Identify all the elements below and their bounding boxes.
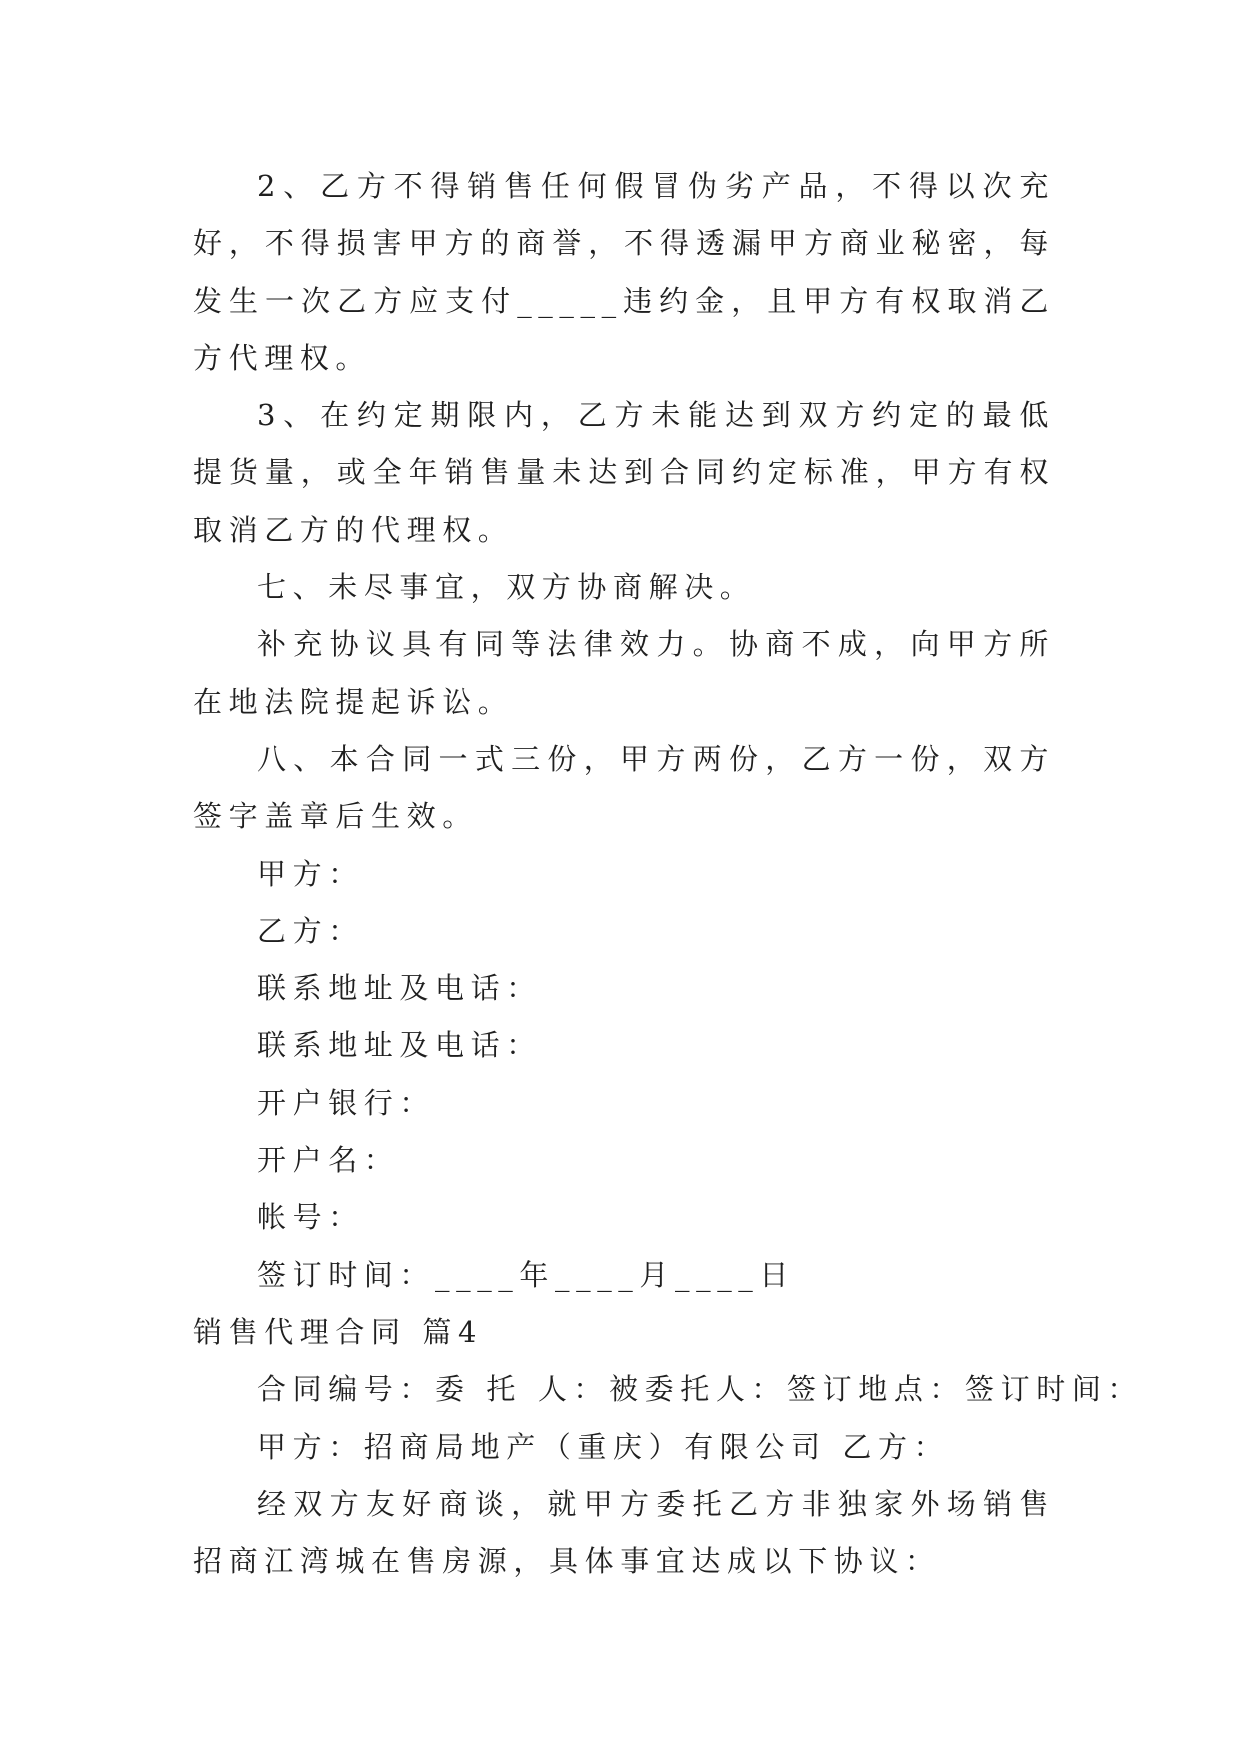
clause-3-paragraph: 3、在约定期限内，乙方未能达到双方约定的最低提货量，或全年销售量未达到合同约定标准，甲方有权取消乙方的代理权。 — [193, 398, 1055, 547]
parties-line: 甲方：招商局地产（重庆）有限公司 乙方： — [257, 1429, 950, 1464]
contact-address-field: 联系地址及电话： — [257, 1028, 542, 1063]
supplement-paragraph: 补充协议具有同等法律效力。协商不成，向甲方所在地法院提起诉讼。 — [193, 627, 1055, 719]
clause-8-paragraph: 八、本合同一式三份，甲方两份，乙方一份，双方签字盖章后生效。 — [193, 741, 1055, 834]
document-page — [193, 158, 1144, 1590]
contract-meta-line: 合同编号：委 托 人：被委托人：签订地点：签订时间： — [257, 1372, 1144, 1407]
signing-date-field: 签订时间：____年____月____日 — [257, 1257, 796, 1292]
account-number-field: 帐号： — [257, 1200, 364, 1235]
account-name-field: 开户名： — [257, 1143, 400, 1178]
contact-address-field: 联系地址及电话： — [257, 971, 542, 1006]
section-heading: 销售代理合同 篇4 — [193, 1314, 484, 1349]
party-b-field: 乙方： — [257, 913, 364, 948]
party-a-field: 甲方： — [257, 856, 364, 891]
clause-2-paragraph: 2、乙方不得销售任何假冒伪劣产品，不得以次充好，不得损害甲方的商誉，不得透漏甲方商业秘密，每发生一次乙方应支付_____违约金，且甲方有权取消乙方代理权。 — [193, 169, 1055, 375]
clause-7-paragraph: 七、未尽事宜，双方协商解决。 — [257, 570, 756, 605]
bank-field: 开户银行： — [257, 1085, 436, 1120]
intro-paragraph: 经双方友好商谈，就甲方委托乙方非独家外场销售 招商江湾城在售房源，具体事宜达成以下协议： — [193, 1486, 1071, 1579]
